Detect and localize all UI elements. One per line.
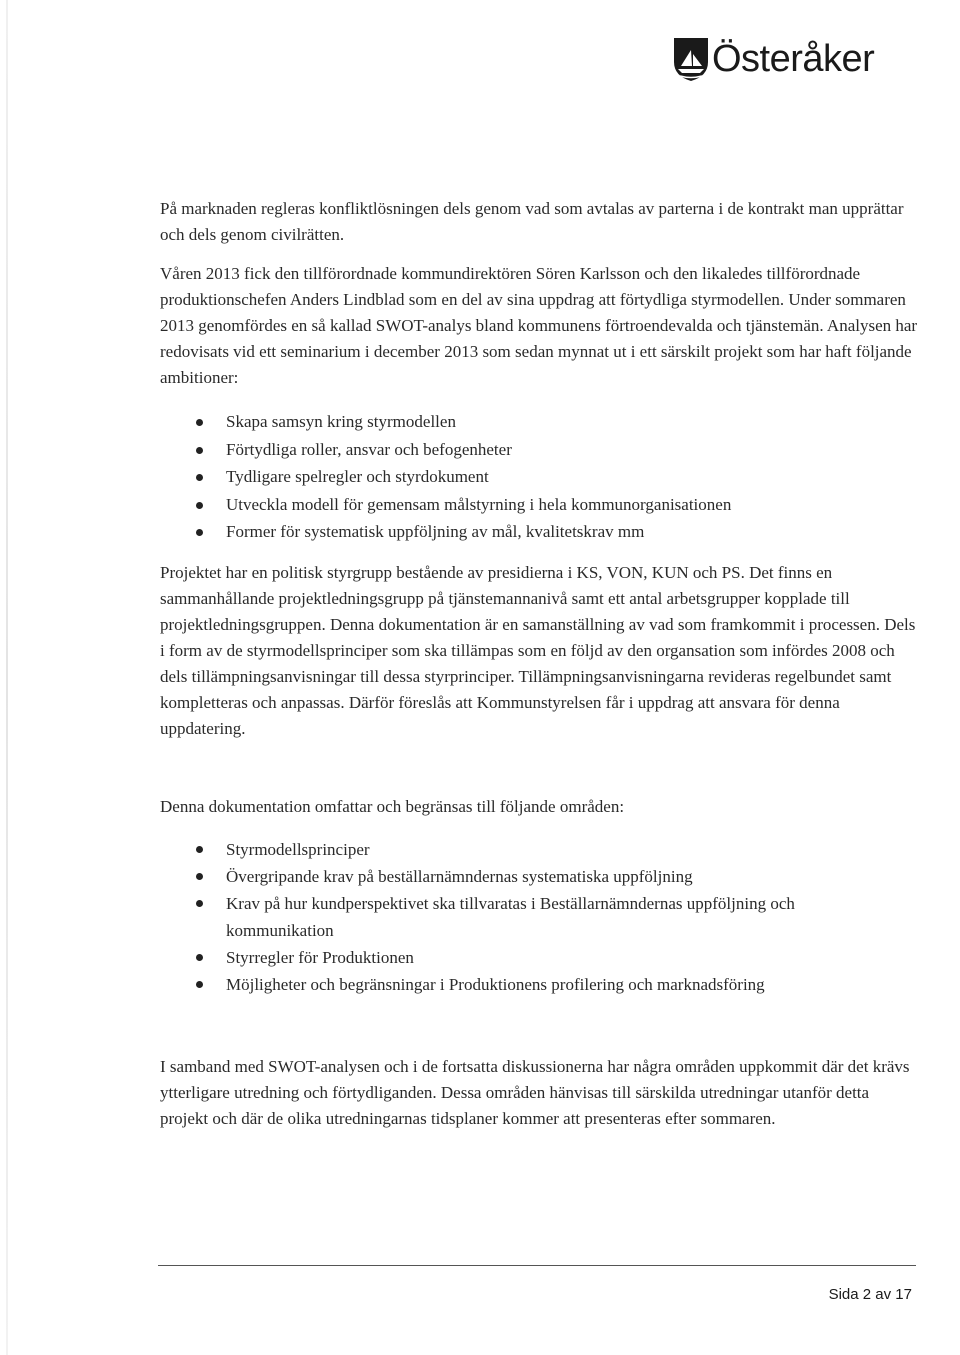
list-item: Övergripande krav på beställarnämndernas systematiska uppföljning	[196, 863, 896, 890]
list-item: Förtydliga roller, ansvar och befogenheter	[196, 436, 896, 464]
bullet-icon	[196, 846, 203, 853]
bullet-icon	[196, 900, 203, 907]
list-item: Krav på hur kundperspektivet ska tillvaratas i Beställarnämndernas uppföljning och kommunikation	[196, 890, 896, 944]
osteraker-logo	[672, 36, 874, 82]
bullet-icon	[196, 419, 203, 426]
bullet-icon	[196, 529, 203, 536]
list-item: Möjligheter och begränsningar i Produktionens profilering och marknadsföring	[196, 971, 896, 998]
paragraph-project-organisation: Projektet har en politisk styrgrupp bestående av presidierna i KS, VON, KUN och PS. Det finns en sammanhållande projektledningsgrupp på tjänstemannanivå samt ett antal arbetsgrupper kopplade till projektledningsgruppen. Denna dokumentation är en samanställning av vad som framkommit i processen. Dels i form av de styrmodellsprinciper som ska tillämpas som en följd av den organsation som infördes 2008 och dels tillämpningsanvisningar till dessa styrprinciper. Tillämpningsanvisningarna revideras regelbundet samt kompletteras och anpassas. Därför föreslås att Kommunstyrelsen får i uppdrag att ansvara för denna uppdatering.	[160, 563, 916, 738]
bullet-icon	[196, 447, 203, 454]
list-item: Former för systematisk uppföljning av mål, kvalitetskrav mm	[196, 518, 896, 546]
paragraph-conflict-resolution: På marknaden regleras konfliktlösningen dels genom vad som avtalas av parterna i de kontrakt man upprättar och dels genom civilrätten.	[160, 199, 904, 244]
list-item: Utveckla modell för gemensam målstyrning i hela kommunorganisationen	[196, 491, 896, 519]
page-number: Sida 2 av 17	[828, 1286, 912, 1303]
paragraph-project-background: Våren 2013 fick den tillförordnade kommundirektören Sören Karlsson och den likaledes tillförordnade produktionschefen Anders Lindblad som en del av sina uppdrag att förtydliga styrmodellen. Under sommaren 2013 genomfördes en så kallad SWOT-analys bland kommunens förtroendevalda och tjänstemän. Analysen har redovisats vid ett seminarium i december 2013 som sedan mynnat ut i ett särskilt projekt som har haft följande ambitioner:	[160, 264, 918, 387]
scope-areas-list	[196, 836, 896, 998]
bullet-icon	[196, 474, 203, 481]
paragraph-scope-intro: Denna dokumentation omfattar och begränsas till följande områden:	[160, 797, 625, 816]
bullet-icon	[196, 954, 203, 961]
logo-text: Österåker	[712, 38, 875, 80]
paragraph-further-investigations: I samband med SWOT-analysen och i de fortsatta diskussionerna har några områden uppkommit där det krävs ytterligare utredning och förtydliganden. Dessa områden hänvisas till särskilda utredningar utanför detta projekt och där de olika utredningarnas tidsplaner kommer att presenteras efter sommaren.	[160, 1057, 910, 1128]
municipal-crest-icon	[672, 36, 710, 82]
list-item: Skapa samsyn kring styrmodellen	[196, 408, 896, 436]
list-item: Styrregler för Produktionen	[196, 944, 896, 971]
bullet-icon	[196, 981, 203, 988]
list-item: Styrmodellsprinciper	[196, 836, 896, 863]
scan-edge	[6, 0, 8, 1355]
bullet-icon	[196, 502, 203, 509]
ambitions-list	[196, 408, 896, 546]
bullet-icon	[196, 873, 203, 880]
list-item: Tydligare spelregler och styrdokument	[196, 463, 896, 491]
footer-divider	[158, 1265, 916, 1266]
